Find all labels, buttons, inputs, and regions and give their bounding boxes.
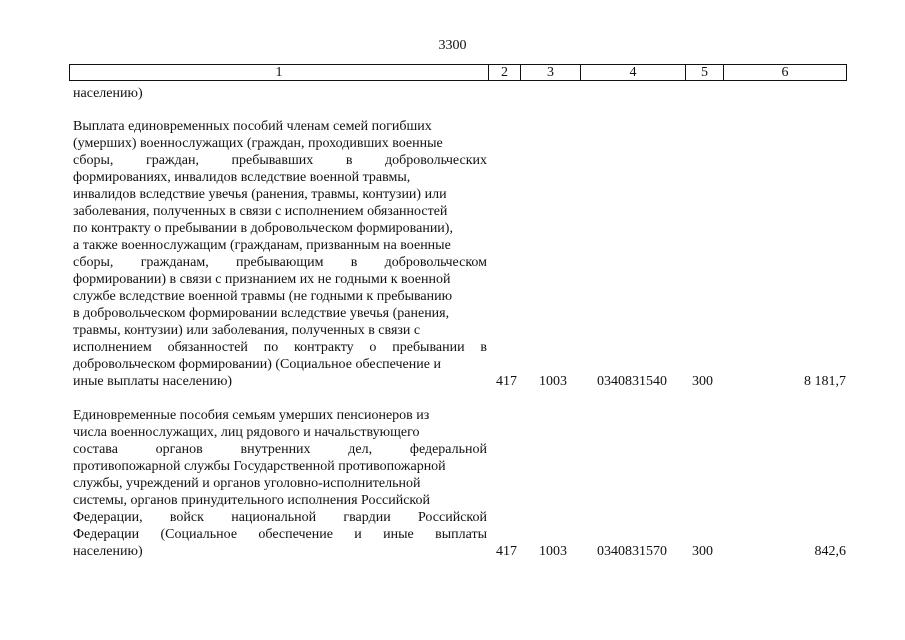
row-description-line: инвалидов вследствие увечья (ранения, травмы, контузии) или	[73, 187, 447, 202]
column-header-row	[70, 65, 847, 81]
row-description-line: травмы, контузии) или заболевания, полученных в связи с	[73, 323, 421, 338]
row-cell-col5: 300	[692, 374, 713, 389]
row-cell-col3: 1003	[539, 544, 567, 559]
row-cell-col2: 417	[496, 544, 517, 559]
column-header-2: 2	[489, 65, 521, 81]
row-description-line: сборы, гражданам, пребывающим в добровольческом	[73, 255, 487, 270]
column-header-1: 1	[70, 65, 489, 81]
row-cell-col6: 8 181,7	[804, 374, 846, 389]
row-description-line: службе вследствие военной травмы (не годными к пребыванию	[73, 289, 453, 304]
row-description-line: состава органов внутренних дел, федеральной	[73, 442, 487, 457]
row-cell-col5: 300	[692, 544, 713, 559]
row-description-line: числа военнослужащих, лиц рядового и начальствующего	[73, 425, 420, 440]
row-cell-col3: 1003	[539, 374, 567, 389]
row-description-line: в добровольческом формировании вследствие увечья (ранения,	[73, 306, 450, 321]
row-description-line: исполнением обязанностей по контракту о пребывании в	[73, 340, 487, 355]
row-description-line: противопожарной службы Государственной противопожарной	[73, 459, 446, 474]
row-description-line: по контракту о пребывании в добровольческом формировании),	[73, 221, 453, 236]
column-header-6: 6	[724, 65, 847, 81]
row-description-line: заболевания, полученных в связи с исполнением обязанностей	[73, 204, 448, 219]
row-cell-col4: 0340831540	[597, 374, 667, 389]
carryover-text: населению)	[73, 86, 143, 101]
column-header-3: 3	[521, 65, 581, 81]
row-description-line: формированиях, инвалидов вследствие военной травмы,	[73, 170, 411, 185]
column-header-5: 5	[686, 65, 724, 81]
row-description-line: Федерации (Социальное обеспечение и иные выплаты	[73, 527, 487, 542]
row-description-line: иные выплаты населению)	[73, 374, 233, 389]
row-description-line: Выплата единовременных пособий членам семей погибших	[73, 119, 432, 134]
row-description-line: добровольческом формировании) (Социальное обеспечение и	[73, 357, 441, 372]
page-number: 3300	[438, 38, 467, 53]
row-description-line: службы, учреждений и органов уголовно-исполнительной	[73, 476, 421, 491]
row-description-line: Единовременные пособия семьям умерших пенсионеров из	[73, 408, 430, 423]
row-description-line: населению)	[73, 544, 143, 559]
row-description-line: (умерших) военнослужащих (граждан, проходивших военные	[73, 136, 443, 151]
row-description-line: Федерации, войск национальной гвардии Российской	[73, 510, 487, 525]
column-header-table	[69, 64, 847, 81]
row-cell-col2: 417	[496, 374, 517, 389]
row-cell-col4: 0340831570	[597, 544, 667, 559]
column-header-4: 4	[581, 65, 686, 81]
row-description-line: формировании) в связи с признанием их не годными к военной	[73, 272, 451, 287]
row-cell-col6: 842,6	[814, 544, 846, 559]
row-description-line: а также военнослужащим (гражданам, призванным на военные	[73, 238, 451, 253]
row-description-line: системы, органов принудительного исполнения Российской	[73, 493, 430, 508]
row-description-line: сборы, граждан, пребывавших в добровольческих	[73, 153, 487, 168]
